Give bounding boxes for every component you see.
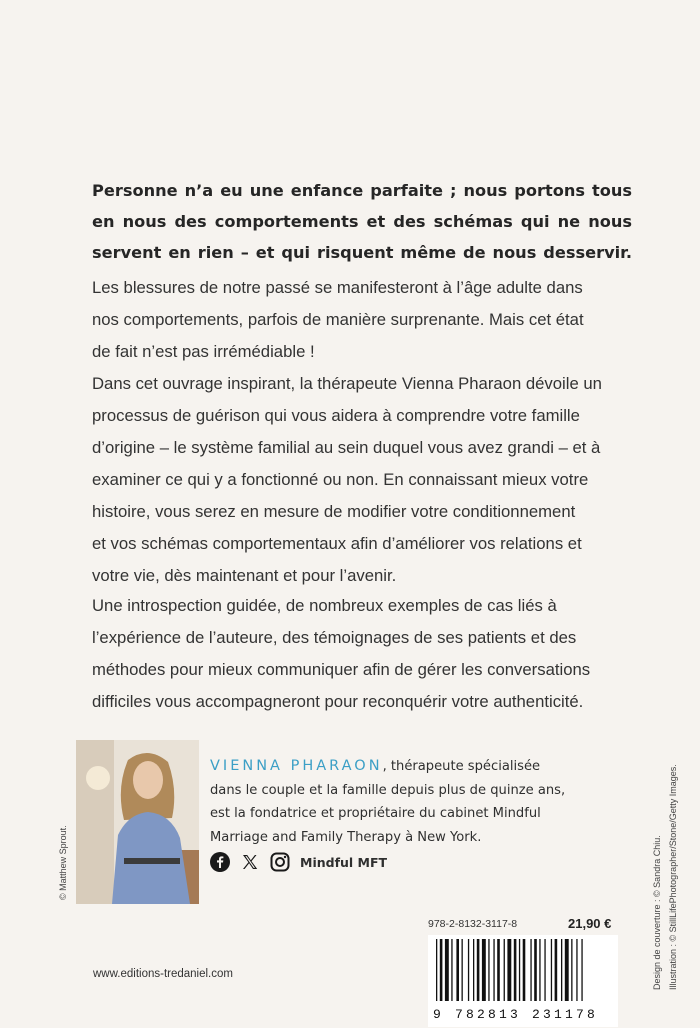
social-links <box>210 852 387 872</box>
facebook-icon[interactable] <box>210 852 230 872</box>
publisher-website: www.editions-tredaniel.com <box>93 968 233 980</box>
instagram-icon[interactable] <box>270 852 290 872</box>
price: 21,90 € <box>568 916 612 931</box>
author-photo <box>76 740 199 904</box>
paragraph-1 <box>92 272 622 368</box>
illustration-credit: Illustration : © StillLifePhotographer/Stone/Getty Images. <box>668 764 678 990</box>
barcode-digits: 9 782813 231178 <box>433 1007 599 1022</box>
text-line: Dans cet ouvrage inspirant, la thérapeute Vienna Pharaon dévoile un <box>92 374 602 393</box>
author-bio <box>210 755 620 849</box>
lead-line: servent en rien – et qui risquent même de nous desservir. <box>92 243 632 262</box>
author-portrait-illustration <box>76 740 199 904</box>
photo-credit: © Matthew Sprout. <box>58 825 68 900</box>
lead-line: Personne n’a eu une enfance parfaite ; nous portons tous <box>92 181 632 200</box>
text-line: histoire, vous serez en mesure de modifier votre conditionnement <box>92 502 576 521</box>
text-line: l’expérience de l’auteure, des témoignages de ses patients et des <box>92 628 577 647</box>
text-line: examiner ce qui y a fonctionné ou non. En connaissant mieux votre <box>92 470 589 489</box>
text-line: votre vie, dès maintenant et pour l’avenir. <box>92 566 397 585</box>
isbn: 978-2-8132-3117-8 <box>428 918 518 930</box>
text-line: Les blessures de notre passé se manifesteront à l’âge adulte dans <box>92 278 583 297</box>
paragraph-2 <box>92 368 622 592</box>
bio-line: Marriage and Family Therapy à New York. <box>210 829 482 845</box>
social-handle: Mindful MFT <box>300 854 388 870</box>
cover-design-credit: Design de couverture : © Sandra Chiu. <box>652 835 662 990</box>
barcode-bars <box>428 935 618 1005</box>
text-line: Une introspection guidée, de nombreux exemples de cas liés à <box>92 596 557 615</box>
author-name: VIENNA PHARAON <box>210 758 383 774</box>
text-line: de fait n’est pas irrémédiable ! <box>92 342 315 361</box>
text-line: d’origine – le système familial au sein duquel vous avez grandi – et à <box>92 438 601 457</box>
paragraph-3 <box>92 590 622 718</box>
text-line: méthodes pour mieux communiquer afin de gérer les conversations <box>92 660 591 679</box>
text-line: et vos schémas comportementaux afin d’améliorer vos relations et <box>92 534 582 553</box>
bio-line: est la fondatrice et propriétaire du cabinet Mindful <box>210 806 541 821</box>
text-line: nos comportements, parfois de manière surprenante. Mais cet état <box>92 310 584 329</box>
bio-line: dans le couple et la famille depuis plus de quinze ans, <box>210 782 566 798</box>
lead-paragraph <box>92 175 632 268</box>
text-line: difficiles vous accompagneront pour reconquérir votre authenticité. <box>92 692 584 711</box>
x-icon[interactable] <box>240 852 260 872</box>
bio-line: , thérapeute spécialisée <box>382 759 541 774</box>
text-line: processus de guérison qui vous aidera à comprendre votre famille <box>92 406 580 425</box>
lead-line: en nous des comportements et des schémas qui ne nous <box>92 212 632 231</box>
